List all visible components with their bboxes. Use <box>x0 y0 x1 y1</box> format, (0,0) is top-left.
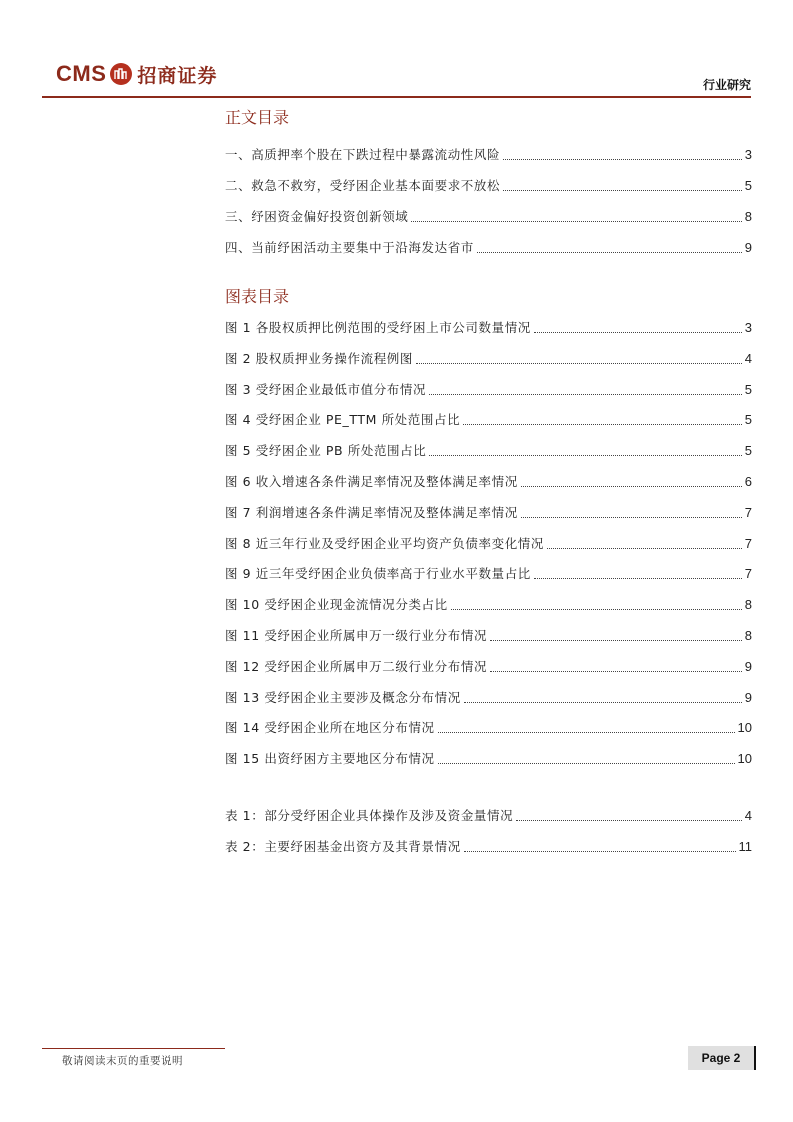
figure-entry-label: 图 9 近三年受纾困企业负债率高于行业水平数量占比 <box>225 566 531 582</box>
table-entry-label: 表 2：主要纾困基金出资方及其背景情况 <box>225 839 461 854</box>
figure-entry-label: 图 2 股权质押业务操作流程例图 <box>225 350 414 366</box>
dot-leader <box>451 608 742 610</box>
dot-leader <box>521 516 742 518</box>
figure-entry-label: 图 15 出资纾困方主要地区分布情况 <box>225 751 435 767</box>
dot-leader <box>438 762 735 764</box>
figure-entry-label: 图 8 近三年行业及受纾困企业平均资产负债率变化情况 <box>225 535 545 551</box>
figure-entry-page-number: 9 <box>744 658 752 674</box>
report-type: 行业研究 <box>702 78 751 92</box>
figure-entry[interactable] <box>225 626 752 644</box>
toc-entry-label: 三、纾困资金偏好投资创新领域 <box>225 209 409 224</box>
figure-entry-page-number: 6 <box>744 474 752 489</box>
dot-leader <box>411 220 741 222</box>
dot-leader <box>547 547 742 549</box>
page-number-box <box>688 1046 756 1070</box>
dot-leader <box>503 158 742 160</box>
logo-company-name: 招商证券 <box>137 64 218 87</box>
dot-leader <box>521 485 742 487</box>
figure-entry-label: 图 7 利润增速各条件满足率情况及整体满足率情况 <box>225 504 518 520</box>
figure-entry-label: 图 1 各股权质押比例范围的受纾困上市公司数量情况 <box>225 320 531 335</box>
figure-entry[interactable] <box>225 564 752 582</box>
figure-entry-label: 图 6 收入增速各条件满足率情况及整体满足率情况 <box>225 474 518 489</box>
dot-leader <box>463 423 742 425</box>
figure-entry-page-number: 5 <box>744 412 752 428</box>
toc-entry-page-number: 9 <box>744 240 752 255</box>
figure-entry-page-number: 7 <box>744 504 752 520</box>
figure-entry-label: 图 5 受纾困企业 PB 所处范围占比 <box>225 443 427 459</box>
header-divider <box>42 96 751 98</box>
dot-leader <box>429 454 741 456</box>
dot-leader <box>464 850 736 852</box>
figure-entry-label: 图 12 受纾困企业所属申万二级行业分布情况 <box>225 658 488 674</box>
brand-logo <box>56 56 217 92</box>
table-entry[interactable] <box>225 837 752 855</box>
dot-leader <box>477 251 742 253</box>
dot-leader <box>438 731 735 733</box>
table-entry-page-number: 4 <box>744 808 752 823</box>
toc-entry-label: 一、高质押率个股在下跌过程中暴露流动性风险 <box>225 147 501 162</box>
dot-leader <box>416 362 742 364</box>
figure-entry[interactable] <box>225 657 752 675</box>
dot-leader <box>429 393 742 395</box>
toc-entry[interactable] <box>225 238 752 256</box>
toc-entry[interactable] <box>225 145 752 163</box>
dot-leader <box>503 189 742 191</box>
footer-divider <box>42 1048 225 1049</box>
figure-entry-label: 图 4 受纾困企业 PE_TTM 所处范围占比 <box>225 412 461 428</box>
dot-leader <box>464 701 742 703</box>
figure-entry-label: 图 3 受纾困企业最低市值分布情况 <box>225 381 427 397</box>
figure-entry-page-number: 5 <box>744 443 752 459</box>
figure-entry-page-number: 9 <box>744 689 752 705</box>
figure-entry-page-number: 4 <box>744 350 752 366</box>
figure-entry[interactable] <box>225 349 752 367</box>
figure-entry[interactable] <box>225 718 752 736</box>
figure-entry-label: 图 10 受纾困企业现金流情况分类占比 <box>225 597 448 613</box>
figure-entry-label: 图 14 受纾困企业所在地区分布情况 <box>225 720 435 736</box>
toc-entry[interactable] <box>225 207 752 225</box>
dot-leader <box>516 819 742 821</box>
figure-entry[interactable] <box>225 749 752 767</box>
table-entry[interactable] <box>225 806 752 824</box>
toc-section <box>225 107 752 255</box>
figure-entry-page-number: 3 <box>744 320 752 335</box>
figure-entry[interactable] <box>225 688 752 706</box>
figure-entry[interactable] <box>225 472 752 490</box>
figure-entry[interactable] <box>225 595 752 613</box>
footer-disclaimer-note: 敬请阅读末页的重要说明 <box>62 1055 183 1067</box>
figure-entry-page-number: 10 <box>737 720 752 736</box>
toc-entry[interactable] <box>225 176 752 194</box>
table-entry-page-number: 11 <box>738 839 752 854</box>
logo-cms-text: CMS <box>56 61 107 86</box>
figure-entry[interactable] <box>225 318 752 336</box>
figure-entry-page-number: 8 <box>744 597 752 613</box>
figure-entry[interactable] <box>225 410 752 428</box>
figure-entry[interactable] <box>225 441 752 459</box>
toc-entry-label: 二、救急不救穷，受纾困企业基本面要求不放松 <box>225 178 501 193</box>
toc-entry-page-number: 5 <box>744 178 752 193</box>
logo-emblem-icon <box>110 63 132 85</box>
figure-entry[interactable] <box>225 380 752 398</box>
dot-leader <box>534 577 742 579</box>
figure-entry-label: 图 11 受纾困企业所属申万一级行业分布情况 <box>225 628 488 643</box>
dot-leader <box>490 639 742 641</box>
table-entry-label: 表 1：部分受纾困企业具体操作及涉及资金量情况 <box>225 808 514 823</box>
figure-entry-page-number: 10 <box>737 751 752 767</box>
toc-entry-page-number: 3 <box>744 147 752 162</box>
figure-entry-page-number: 8 <box>744 628 752 643</box>
figure-entry[interactable] <box>225 534 752 552</box>
figure-toc-title: 图表目录 <box>225 287 290 306</box>
toc-entry-page-number: 8 <box>744 209 752 224</box>
figure-entry-page-number: 7 <box>744 535 752 551</box>
figure-entry-page-number: 7 <box>744 566 752 582</box>
dot-leader <box>534 331 742 333</box>
page-number: Page 2 <box>701 1051 741 1065</box>
dot-leader <box>490 670 742 672</box>
figure-entry-page-number: 5 <box>744 381 752 397</box>
figure-toc-section <box>225 286 752 767</box>
toc-title: 正文目录 <box>225 108 290 127</box>
toc-entry-label: 四、当前纾困活动主要集中于沿海发达省市 <box>225 240 474 255</box>
figure-entry[interactable] <box>225 503 752 521</box>
figure-entry-label: 图 13 受纾困企业主要涉及概念分布情况 <box>225 689 461 705</box>
